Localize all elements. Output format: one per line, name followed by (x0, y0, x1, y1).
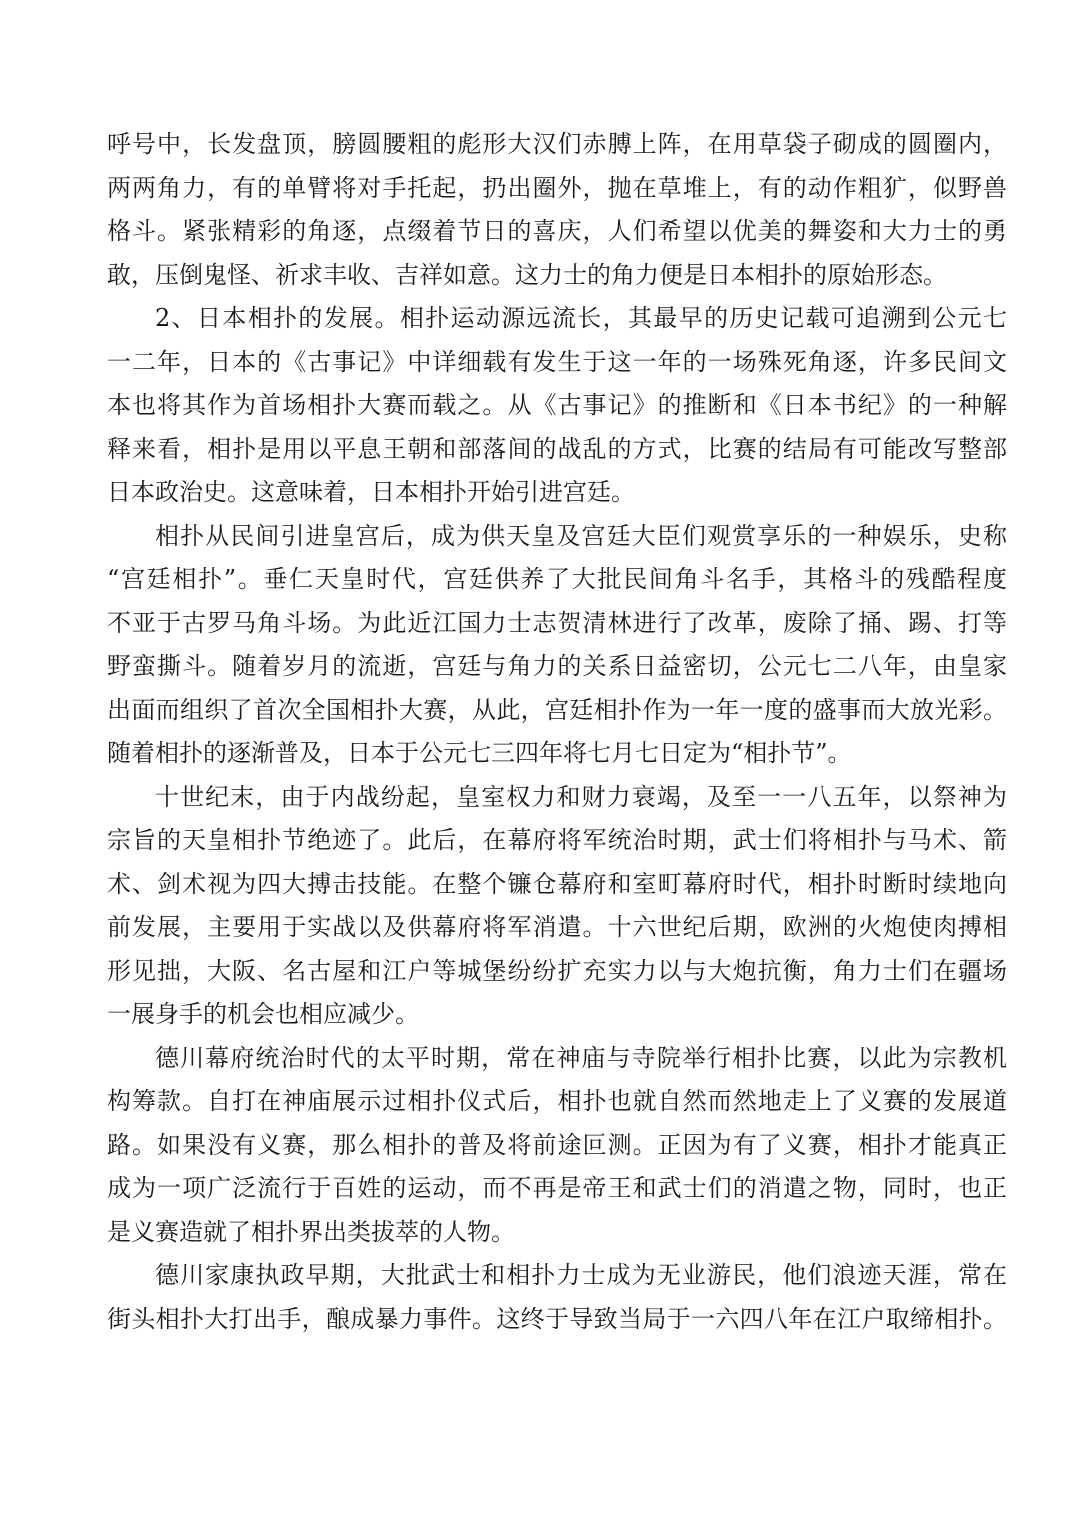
text-line: 形见拙，大阪、名古屋和江户等城堡纷纷扩充实力以与大炮抗衡，角力士们在疆场 (107, 956, 1007, 985)
text-line: 不亚于古罗马角斗场。为此近江国力士志贺清林进行了改革，废除了捅、踢、打等 (107, 608, 1007, 637)
text-line: 呼号中，长发盘顶，膀圆腰粗的彪形大汉们赤膊上阵，在用草袋子砌成的圆圈内， (107, 130, 1007, 158)
text-line: 路。如果没有义赛，那么相扑的普及将前途叵测。正因为有了义赛，相扑才能真正 (107, 1130, 1007, 1159)
text-line: 出面而组织了首次全国相扑大赛，从此，宫廷相扑作为一年一度的盛事而大放光彩。 (107, 695, 1007, 724)
text-line: 敢，压倒鬼怪、祈求丰收、吉祥如意。这力士的角力便是日本相扑的原始形态。 (107, 260, 947, 289)
text-line: 成为一项广泛流行于百姓的运动，而不再是帝王和武士们的消遣之物，同时，也正 (107, 1174, 1007, 1202)
document-body (107, 123, 1007, 1341)
text-line: 野蛮撕斗。随着岁月的流逝，宫廷与角力的关系日益密切，公元七二八年，由皇家 (107, 652, 1007, 680)
text-line: 德川家康执政早期，大批武士和相扑力士成为无业游民，他们浪迹天涯，常在 (155, 1261, 1007, 1289)
text-line: 术、剑术视为四大搏击技能。在整个镰仓幕府和室町幕府时代，相扑时断时续地向 (107, 869, 1007, 898)
text-line: 格斗。紧张精彩的角逐，点缀着节日的喜庆，人们希望以优美的舞姿和大力士的勇 (107, 217, 1007, 245)
text-line: 随着相扑的逐渐普及，日本于公元七三四年将七月七日定为“相扑节”。 (107, 739, 852, 767)
text-line: 一二年，日本的《古事记》中详细载有发生于这一年的一场殊死角逐，许多民间文 (107, 347, 1007, 376)
text-line: 两两角力，有的单臂将对手托起，扔出圈外，抛在草堆上，有的动作粗犷，似野兽 (107, 173, 1007, 202)
text-line: 本也将其作为首场相扑大赛而载之。从《古事记》的推断和《日本书纪》的一种解 (107, 391, 1007, 419)
text-line: 2、日本相扑的发展。相扑运动源远流长，其最早的历史记载可追溯到公元七 (155, 304, 1007, 332)
text-line: 前发展，主要用于实战以及供幕府将军消遣。十六世纪后期，欧洲的火炮使肉搏相 (107, 913, 1007, 941)
text-line: “宫廷相扑”。垂仁天皇时代，宫廷供养了大批民间角斗名手，其格斗的残酷程度 (107, 565, 1007, 593)
text-line: 十世纪末，由于内战纷起，皇室权力和财力衰竭，及至一一八五年，以祭神为 (155, 782, 1007, 811)
text-line: 街头相扑大打出手，酿成暴力事件。这终于导致当局于一六四八年在江户取缔相扑。 (107, 1304, 1007, 1333)
text-line: 是义赛造就了相扑界出类拔萃的人物。 (107, 1217, 515, 1246)
text-line: 释来看，相扑是用以平息王朝和部落间的战乱的方式，比赛的结局有可能改写整部 (107, 434, 1007, 463)
text-line: 德川幕府统治时代的太平时期，常在神庙与寺院举行相扑比赛，以此为宗教机 (155, 1043, 1007, 1072)
text-line: 日本政治史。这意味着，日本相扑开始引进宫廷。 (107, 478, 635, 506)
text-line: 宗旨的天皇相扑节绝迹了。此后，在幕府将军统治时期，武士们将相扑与马术、箭 (107, 826, 1007, 854)
text-line: 一展身手的机会也相应减少。 (107, 1000, 419, 1028)
text-line: 构筹款。自打在神庙展示过相扑仪式后，相扑也就自然而然地走上了义赛的发展道 (107, 1087, 1007, 1115)
text-line: 相扑从民间引进皇宫后，成为供天皇及宫廷大臣们观赏享乐的一种娱乐，史称 (155, 521, 1007, 550)
